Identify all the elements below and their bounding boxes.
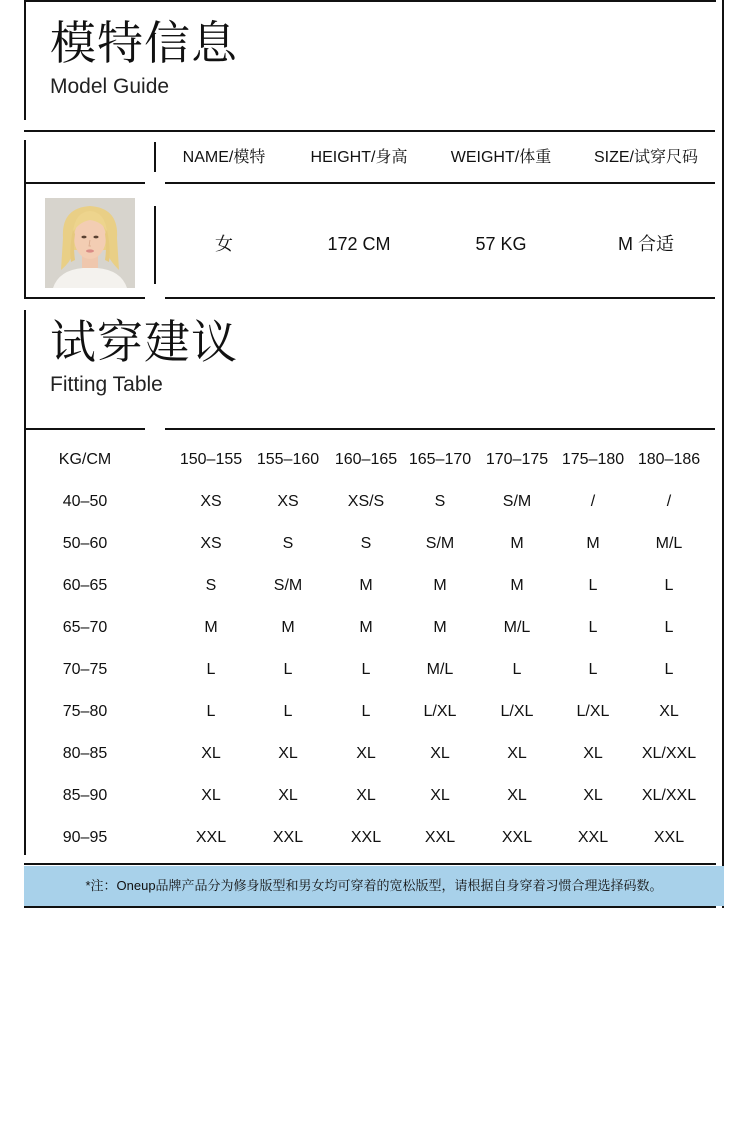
size-cell: XL <box>278 787 298 804</box>
model-guide-title: 模特信息 <box>50 17 238 69</box>
size-cell: XL <box>201 745 221 762</box>
size-cell: L <box>664 661 674 678</box>
fitting-header-line-right <box>165 428 715 430</box>
size-cell: L <box>361 661 371 678</box>
model-bottom-line-left <box>24 297 145 299</box>
fitting-bottom-line <box>24 863 716 865</box>
size-cell: XXL <box>350 829 382 846</box>
top-border <box>24 0 716 2</box>
size-cell: M/L <box>655 535 683 552</box>
header-weight: WEIGHT/体重 <box>450 149 552 166</box>
weight-range-label: 40–50 <box>62 493 108 510</box>
size-cell: L/XL <box>423 703 457 720</box>
size-cell: L <box>206 703 216 720</box>
size-cell: S <box>282 535 294 552</box>
model-photo <box>45 198 135 288</box>
weight-range-label: 80–85 <box>62 745 108 762</box>
size-cell: XS <box>200 535 222 552</box>
weight-range-label: 50–60 <box>62 535 108 552</box>
size-cell: L/XL <box>500 703 534 720</box>
size-cell: XS <box>200 493 222 510</box>
height-range-header: 165–170 <box>408 451 472 468</box>
size-cell: L/XL <box>576 703 610 720</box>
size-cell: XS/S <box>347 493 385 510</box>
size-cell: M <box>204 619 218 636</box>
weight-range-label: 75–80 <box>62 703 108 720</box>
height-range-header: 160–165 <box>334 451 398 468</box>
size-cell: M <box>510 535 524 552</box>
size-cell: XXL <box>653 829 685 846</box>
size-cell: S/M <box>502 493 532 510</box>
size-cell: L <box>588 661 598 678</box>
size-cell: S/M <box>273 577 303 594</box>
model-header-line-left <box>24 182 145 184</box>
fitting-table-subtitle: Fitting Table <box>50 373 163 396</box>
size-cell: XL <box>507 787 527 804</box>
size-cell: XL <box>507 745 527 762</box>
fitting-header-line-left <box>24 428 145 430</box>
model-table-divider-bottom <box>154 206 156 284</box>
size-cell: L <box>361 703 371 720</box>
model-table-top-line <box>24 130 715 132</box>
size-cell: M <box>359 577 373 594</box>
model-guide-subtitle: Model Guide <box>50 75 170 98</box>
size-cell: XL <box>659 703 679 720</box>
size-cell: L <box>664 619 674 636</box>
note-bottom-line <box>24 906 716 908</box>
model-table-left-bar <box>24 140 26 298</box>
size-cell: M <box>510 577 524 594</box>
size-cell: S <box>360 535 372 552</box>
weight-range-label: 60–65 <box>62 577 108 594</box>
size-cell: XL <box>430 745 450 762</box>
height-range-header: 155–160 <box>256 451 320 468</box>
weight-range-label: 85–90 <box>62 787 108 804</box>
size-cell: XXL <box>501 829 533 846</box>
model-portrait-image <box>45 198 135 288</box>
header-size: SIZE/试穿尺码 <box>593 149 698 166</box>
size-cell: S <box>434 493 446 510</box>
header-name: NAME/模特 <box>182 149 266 166</box>
size-cell: M <box>433 619 447 636</box>
header-height: HEIGHT/身高 <box>310 149 408 166</box>
right-border <box>722 0 724 908</box>
fitting-table-title: 试穿建议 <box>50 316 238 368</box>
size-cell: L <box>512 661 522 678</box>
size-cell: M/L <box>503 619 531 636</box>
model-bottom-line-right <box>165 297 715 299</box>
model-size-value: M 合适 <box>618 234 674 254</box>
size-cell: XS <box>277 493 299 510</box>
size-cell: L <box>588 619 598 636</box>
size-cell: M <box>586 535 600 552</box>
size-cell: M/L <box>426 661 454 678</box>
size-cell: XL <box>583 787 603 804</box>
size-cell: XL <box>430 787 450 804</box>
size-cell: L <box>206 661 216 678</box>
model-header-line-right <box>165 182 715 184</box>
size-cell: XL <box>278 745 298 762</box>
note-banner <box>24 866 724 906</box>
size-cell: L <box>283 661 293 678</box>
height-range-header: 170–175 <box>485 451 549 468</box>
size-cell: / <box>666 493 672 510</box>
model-weight-value: 57 KG <box>475 234 527 254</box>
size-cell: L <box>283 703 293 720</box>
weight-range-label: 65–70 <box>62 619 108 636</box>
size-cell: XXL <box>272 829 304 846</box>
fitting-left-bar <box>24 310 26 855</box>
size-cell: / <box>590 493 596 510</box>
size-cell: L <box>664 577 674 594</box>
size-cell: M <box>359 619 373 636</box>
size-cell: XL <box>356 787 376 804</box>
size-cell: XXL <box>424 829 456 846</box>
size-cell: S <box>205 577 217 594</box>
size-cell: XL <box>583 745 603 762</box>
weight-range-label: 70–75 <box>62 661 108 678</box>
size-cell: L <box>588 577 598 594</box>
size-cell: XL <box>201 787 221 804</box>
model-height-value: 172 CM <box>327 234 391 254</box>
size-cell: XXL <box>577 829 609 846</box>
size-cell: XL/XXL <box>641 787 697 804</box>
size-cell: XL <box>356 745 376 762</box>
height-range-header: 175–180 <box>561 451 625 468</box>
size-cell: S/M <box>425 535 455 552</box>
height-range-header: 150–155 <box>179 451 243 468</box>
model-guide-left-bar <box>24 0 26 120</box>
model-table-divider-top <box>154 142 156 172</box>
size-cell: XL/XXL <box>641 745 697 762</box>
size-cell: XXL <box>195 829 227 846</box>
height-range-header: 180–186 <box>637 451 701 468</box>
size-cell: M <box>433 577 447 594</box>
weight-range-label: 90–95 <box>62 829 108 846</box>
size-cell: M <box>281 619 295 636</box>
model-name-value: 女 <box>215 234 233 254</box>
corner-label: KG/CM <box>58 451 112 468</box>
note-text: *注：Oneup品牌产品分为修身版型和男女均可穿着的宽松版型，请根据自身穿着习惯合理选择码数。 <box>85 878 663 893</box>
